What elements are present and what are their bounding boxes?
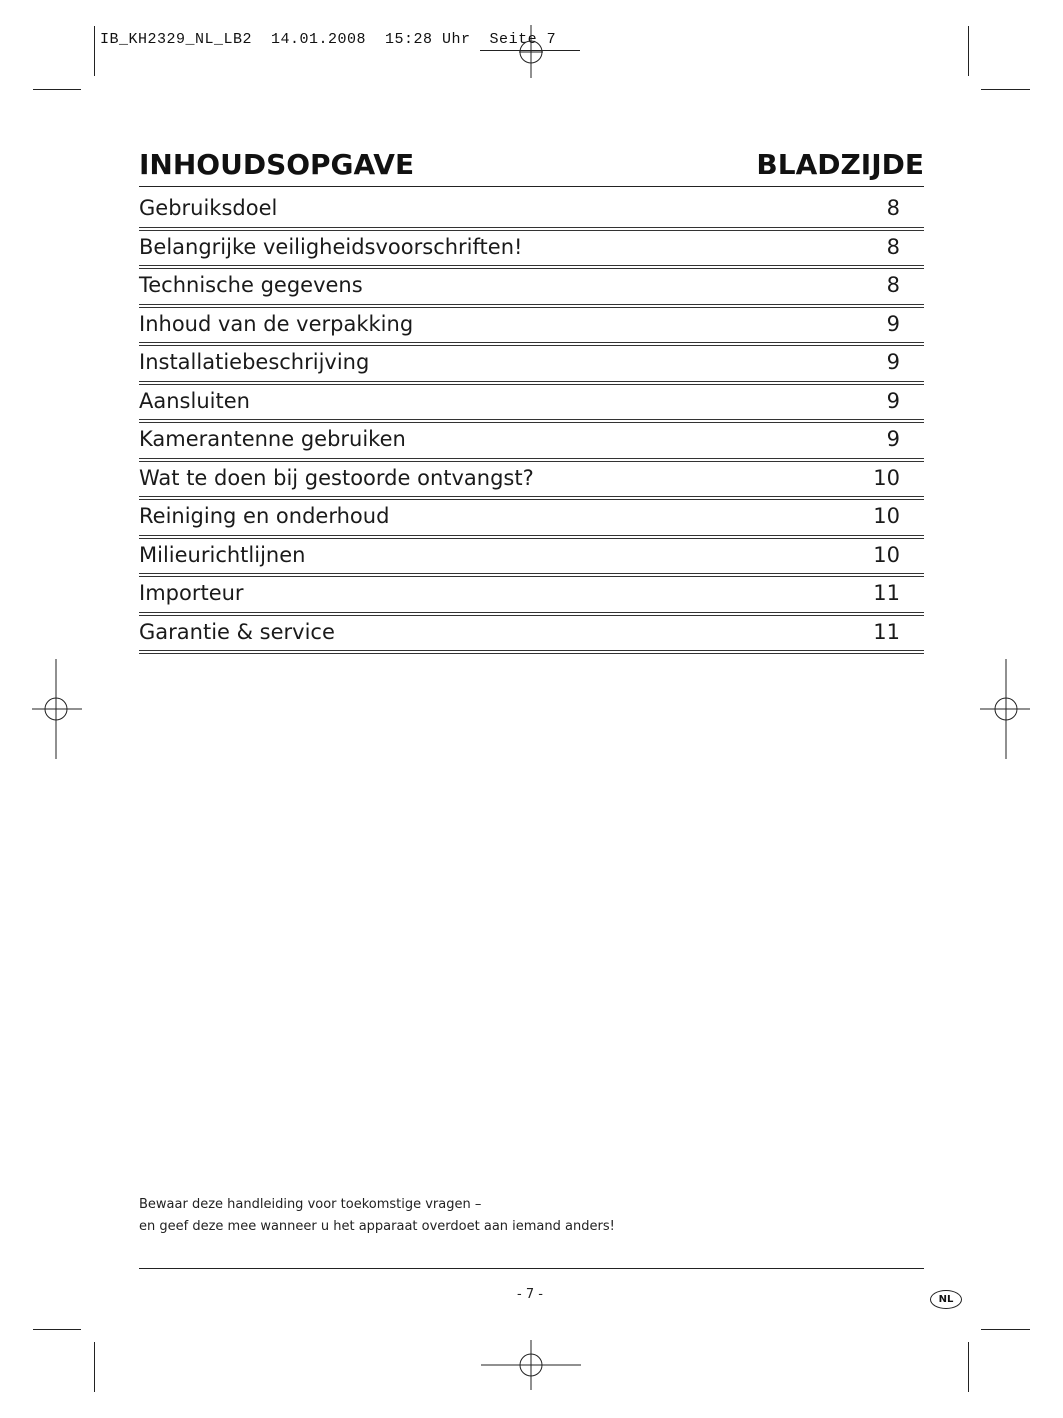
crop-mark-top-left-horizontal xyxy=(33,89,81,90)
toc-entry-page: 8 xyxy=(886,234,900,259)
toc-entry-title: Wat te doen bij gestoorde ontvangst? xyxy=(139,465,534,490)
toc-entry-title: Inhoud van de verpakking xyxy=(139,311,414,336)
toc-entry-page: 8 xyxy=(886,196,900,220)
registration-mark-left xyxy=(6,659,106,759)
toc-list xyxy=(139,192,924,654)
toc-entry-page: 9 xyxy=(886,388,900,413)
toc-entry xyxy=(139,500,924,539)
toc-entry xyxy=(139,385,924,424)
crop-mark-bottom-left-vertical xyxy=(94,1342,95,1392)
toc-entry-title: Reiniging en onderhoud xyxy=(139,504,390,528)
keep-manual-note xyxy=(139,1194,615,1238)
crop-mark-bottom-left-horizontal xyxy=(33,1329,81,1330)
note-line-1: Bewaar deze handleiding voor toekomstige vragen – xyxy=(139,1197,482,1212)
crop-mark-top-right-vertical xyxy=(968,26,969,76)
toc-entry xyxy=(139,231,924,270)
toc-entry-page: 9 xyxy=(886,311,900,336)
toc-header xyxy=(139,148,924,187)
note-line-2: en geef deze mee wanneer u het apparaat overdoet aan iemand anders! xyxy=(139,1219,615,1234)
toc-entry-page: 9 xyxy=(886,350,900,374)
toc-entry xyxy=(139,577,924,616)
toc-entry xyxy=(139,539,924,578)
toc-entry-title: Kamerantenne gebruiken xyxy=(139,427,406,451)
registration-mark-right xyxy=(956,659,1056,759)
page-number: - 7 - xyxy=(517,1287,543,1302)
toc-entry-title: Technische gegevens xyxy=(139,273,363,297)
toc-entry xyxy=(139,269,924,308)
printer-slug: IB_KH2329_NL_LB2 14.01.2008 15:28 Uhr Seite 7 xyxy=(100,31,557,48)
registration-mark-top xyxy=(481,0,581,100)
crop-mark-top-left-vertical xyxy=(94,26,95,76)
footer-rule xyxy=(139,1268,924,1269)
crop-mark-top-right-horizontal xyxy=(981,89,1030,90)
toc-entry xyxy=(139,423,924,462)
toc-entry xyxy=(139,346,924,385)
toc-entry-title: Importeur xyxy=(139,581,244,605)
toc-entry-title: Installatiebeschrijving xyxy=(139,350,370,374)
crop-mark-bottom-right-vertical xyxy=(968,1342,969,1392)
toc-entry-page: 10 xyxy=(873,465,900,490)
toc-entry-title: Milieurichtlijnen xyxy=(139,542,306,567)
language-badge: NL xyxy=(930,1290,962,1309)
toc-heading: INHOUDSOPGAVE xyxy=(139,148,415,181)
toc-entry xyxy=(139,462,924,501)
toc-entry-page: 11 xyxy=(873,619,900,644)
toc-entry-page: 9 xyxy=(886,427,900,451)
toc-entry xyxy=(139,616,924,655)
page-column-heading: BLADZIJDE xyxy=(756,148,924,181)
crop-mark-bottom-right-horizontal xyxy=(981,1329,1030,1330)
toc-entry-page: 10 xyxy=(873,542,900,567)
toc-entry-title: Gebruiksdoel xyxy=(139,196,278,220)
toc-entry xyxy=(139,308,924,347)
toc-entry-title: Belangrijke veiligheidsvoorschriften! xyxy=(139,234,523,259)
toc-entry-page: 11 xyxy=(873,581,900,605)
toc-entry-title: Aansluiten xyxy=(139,388,250,413)
toc-entry-title: Garantie & service xyxy=(139,619,335,644)
toc-entry-page: 10 xyxy=(873,504,900,528)
toc-entry xyxy=(139,192,924,231)
toc-entry-page: 8 xyxy=(886,273,900,297)
registration-mark-bottom xyxy=(481,1315,581,1415)
